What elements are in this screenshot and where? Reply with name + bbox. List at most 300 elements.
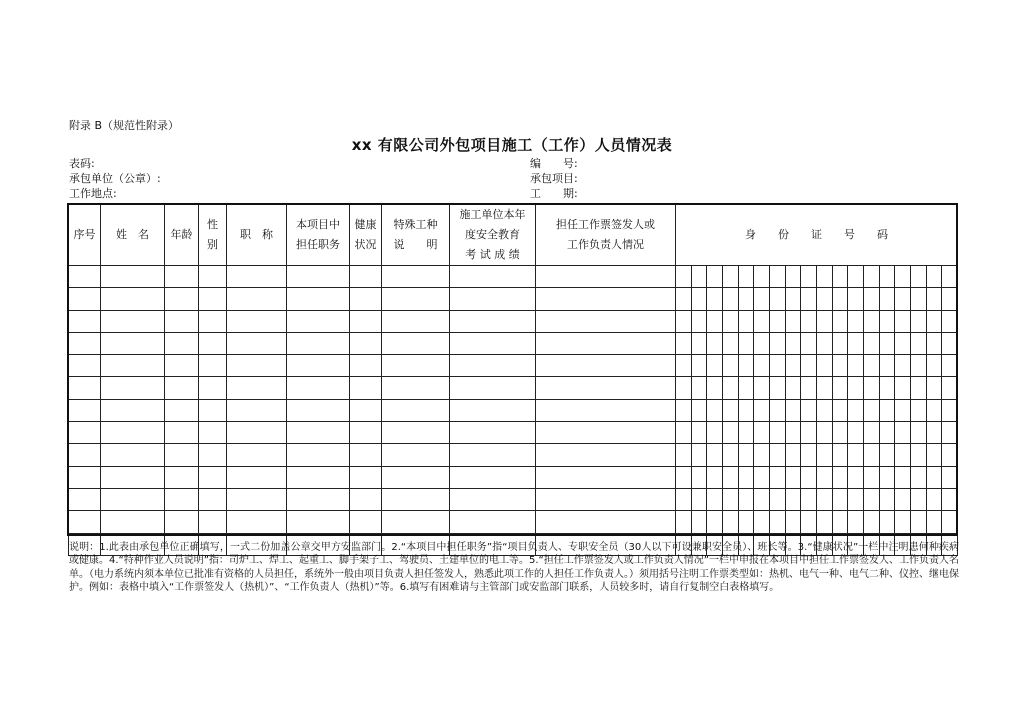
id-digit-cell[interactable]: [863, 332, 879, 354]
col-health-cell[interactable]: [350, 288, 382, 310]
col-health-cell[interactable]: [350, 466, 382, 488]
col-seq-cell[interactable]: [69, 399, 101, 421]
col-gender-cell[interactable]: [199, 422, 227, 444]
id-digit-cell[interactable]: [676, 511, 692, 533]
id-digit-cell[interactable]: [926, 377, 942, 399]
id-digit-cell[interactable]: [691, 422, 707, 444]
col-name-cell[interactable]: [101, 310, 165, 332]
id-digit-cell[interactable]: [863, 377, 879, 399]
col-seq-cell[interactable]: [69, 355, 101, 377]
col-age-cell[interactable]: [165, 310, 199, 332]
id-digit-cell[interactable]: [769, 511, 785, 533]
id-digit-cell[interactable]: [801, 355, 817, 377]
id-digit-cell[interactable]: [816, 377, 832, 399]
id-digit-cell[interactable]: [848, 377, 864, 399]
id-digit-cell[interactable]: [801, 266, 817, 288]
col-ticket-role-cell[interactable]: [536, 310, 676, 332]
id-digit-cell[interactable]: [848, 444, 864, 466]
id-digit-cell[interactable]: [942, 377, 958, 399]
id-digit-cell[interactable]: [848, 288, 864, 310]
col-seq-cell[interactable]: [69, 332, 101, 354]
id-digit-cell[interactable]: [691, 355, 707, 377]
col-safety-exam-cell[interactable]: [450, 310, 536, 332]
id-digit-cell[interactable]: [863, 399, 879, 421]
id-digit-cell[interactable]: [879, 266, 895, 288]
id-digit-cell[interactable]: [754, 288, 770, 310]
id-digit-cell[interactable]: [910, 332, 926, 354]
col-seq-cell[interactable]: [69, 444, 101, 466]
col-position-cell[interactable]: [287, 332, 350, 354]
col-title-cell[interactable]: [227, 422, 287, 444]
col-health-cell[interactable]: [350, 310, 382, 332]
col-title-cell[interactable]: [227, 310, 287, 332]
col-age-cell[interactable]: [165, 488, 199, 510]
col-title-cell[interactable]: [227, 355, 287, 377]
col-ticket-role-cell[interactable]: [536, 399, 676, 421]
id-digit-cell[interactable]: [738, 466, 754, 488]
col-health-cell[interactable]: [350, 377, 382, 399]
id-digit-cell[interactable]: [910, 377, 926, 399]
col-name-cell[interactable]: [101, 466, 165, 488]
col-name-cell[interactable]: [101, 355, 165, 377]
col-seq-cell[interactable]: [69, 288, 101, 310]
id-digit-cell[interactable]: [863, 511, 879, 533]
col-gender-cell[interactable]: [199, 488, 227, 510]
col-seq-cell[interactable]: [69, 466, 101, 488]
id-digit-cell[interactable]: [707, 288, 723, 310]
id-digit-cell[interactable]: [676, 355, 692, 377]
col-position-cell[interactable]: [287, 310, 350, 332]
id-digit-cell[interactable]: [769, 488, 785, 510]
id-digit-cell[interactable]: [676, 399, 692, 421]
col-name-cell[interactable]: [101, 444, 165, 466]
col-title-cell[interactable]: [227, 444, 287, 466]
id-digit-cell[interactable]: [722, 266, 738, 288]
id-digit-cell[interactable]: [895, 332, 911, 354]
col-gender-cell[interactable]: [199, 511, 227, 533]
id-digit-cell[interactable]: [691, 444, 707, 466]
id-digit-cell[interactable]: [676, 288, 692, 310]
id-digit-cell[interactable]: [942, 310, 958, 332]
id-digit-cell[interactable]: [832, 310, 848, 332]
id-digit-cell[interactable]: [691, 466, 707, 488]
col-name-cell[interactable]: [101, 332, 165, 354]
id-digit-cell[interactable]: [895, 444, 911, 466]
id-digit-cell[interactable]: [722, 355, 738, 377]
id-digit-cell[interactable]: [707, 444, 723, 466]
id-digit-cell[interactable]: [879, 466, 895, 488]
col-special-trade-cell[interactable]: [382, 266, 450, 288]
col-position-cell[interactable]: [287, 466, 350, 488]
id-digit-cell[interactable]: [926, 288, 942, 310]
col-gender-cell[interactable]: [199, 444, 227, 466]
id-digit-cell[interactable]: [863, 266, 879, 288]
id-digit-cell[interactable]: [879, 355, 895, 377]
id-digit-cell[interactable]: [738, 422, 754, 444]
col-special-trade-cell[interactable]: [382, 466, 450, 488]
id-digit-cell[interactable]: [910, 422, 926, 444]
id-digit-cell[interactable]: [895, 488, 911, 510]
id-digit-cell[interactable]: [754, 511, 770, 533]
col-health-cell[interactable]: [350, 422, 382, 444]
id-digit-cell[interactable]: [832, 444, 848, 466]
id-digit-cell[interactable]: [863, 422, 879, 444]
col-special-trade-cell[interactable]: [382, 310, 450, 332]
id-digit-cell[interactable]: [832, 332, 848, 354]
id-digit-cell[interactable]: [801, 288, 817, 310]
col-ticket-role-cell[interactable]: [536, 466, 676, 488]
id-digit-cell[interactable]: [942, 355, 958, 377]
id-digit-cell[interactable]: [879, 422, 895, 444]
id-digit-cell[interactable]: [942, 466, 958, 488]
col-safety-exam-cell[interactable]: [450, 466, 536, 488]
col-gender-cell[interactable]: [199, 466, 227, 488]
id-digit-cell[interactable]: [816, 444, 832, 466]
id-digit-cell[interactable]: [942, 266, 958, 288]
id-digit-cell[interactable]: [879, 332, 895, 354]
id-digit-cell[interactable]: [785, 355, 801, 377]
id-digit-cell[interactable]: [848, 310, 864, 332]
id-digit-cell[interactable]: [879, 310, 895, 332]
id-digit-cell[interactable]: [707, 422, 723, 444]
id-digit-cell[interactable]: [769, 444, 785, 466]
id-digit-cell[interactable]: [738, 377, 754, 399]
id-digit-cell[interactable]: [801, 444, 817, 466]
id-digit-cell[interactable]: [832, 466, 848, 488]
id-digit-cell[interactable]: [942, 444, 958, 466]
col-title-cell[interactable]: [227, 377, 287, 399]
col-ticket-role-cell[interactable]: [536, 488, 676, 510]
id-digit-cell[interactable]: [832, 288, 848, 310]
id-digit-cell[interactable]: [676, 377, 692, 399]
id-digit-cell[interactable]: [691, 266, 707, 288]
col-title-cell[interactable]: [227, 399, 287, 421]
id-digit-cell[interactable]: [863, 488, 879, 510]
col-name-cell[interactable]: [101, 488, 165, 510]
id-digit-cell[interactable]: [863, 288, 879, 310]
id-digit-cell[interactable]: [895, 399, 911, 421]
col-gender-cell[interactable]: [199, 355, 227, 377]
id-digit-cell[interactable]: [863, 355, 879, 377]
col-seq-cell[interactable]: [69, 422, 101, 444]
col-safety-exam-cell[interactable]: [450, 288, 536, 310]
col-health-cell[interactable]: [350, 511, 382, 533]
id-digit-cell[interactable]: [722, 488, 738, 510]
id-digit-cell[interactable]: [895, 355, 911, 377]
id-digit-cell[interactable]: [926, 511, 942, 533]
id-digit-cell[interactable]: [722, 288, 738, 310]
id-digit-cell[interactable]: [848, 355, 864, 377]
col-seq-cell[interactable]: [69, 377, 101, 399]
id-digit-cell[interactable]: [816, 511, 832, 533]
id-digit-cell[interactable]: [785, 266, 801, 288]
id-digit-cell[interactable]: [769, 422, 785, 444]
id-digit-cell[interactable]: [926, 332, 942, 354]
id-digit-cell[interactable]: [848, 266, 864, 288]
id-digit-cell[interactable]: [848, 511, 864, 533]
id-digit-cell[interactable]: [707, 466, 723, 488]
id-digit-cell[interactable]: [738, 399, 754, 421]
id-digit-cell[interactable]: [785, 332, 801, 354]
col-safety-exam-cell[interactable]: [450, 444, 536, 466]
id-digit-cell[interactable]: [769, 377, 785, 399]
id-digit-cell[interactable]: [785, 310, 801, 332]
id-digit-cell[interactable]: [910, 399, 926, 421]
col-gender-cell[interactable]: [199, 266, 227, 288]
id-digit-cell[interactable]: [754, 399, 770, 421]
id-digit-cell[interactable]: [707, 399, 723, 421]
col-safety-exam-cell[interactable]: [450, 377, 536, 399]
id-digit-cell[interactable]: [707, 377, 723, 399]
id-digit-cell[interactable]: [895, 266, 911, 288]
id-digit-cell[interactable]: [707, 488, 723, 510]
id-digit-cell[interactable]: [895, 288, 911, 310]
id-digit-cell[interactable]: [832, 511, 848, 533]
id-digit-cell[interactable]: [707, 511, 723, 533]
id-digit-cell[interactable]: [722, 466, 738, 488]
id-digit-cell[interactable]: [738, 511, 754, 533]
col-position-cell[interactable]: [287, 444, 350, 466]
col-position-cell[interactable]: [287, 266, 350, 288]
col-safety-exam-cell[interactable]: [450, 422, 536, 444]
id-digit-cell[interactable]: [707, 266, 723, 288]
id-digit-cell[interactable]: [785, 444, 801, 466]
id-digit-cell[interactable]: [676, 332, 692, 354]
id-digit-cell[interactable]: [738, 444, 754, 466]
id-digit-cell[interactable]: [926, 422, 942, 444]
id-digit-cell[interactable]: [691, 310, 707, 332]
id-digit-cell[interactable]: [769, 310, 785, 332]
id-digit-cell[interactable]: [863, 466, 879, 488]
id-digit-cell[interactable]: [863, 444, 879, 466]
id-digit-cell[interactable]: [832, 422, 848, 444]
id-digit-cell[interactable]: [832, 266, 848, 288]
id-digit-cell[interactable]: [879, 444, 895, 466]
id-digit-cell[interactable]: [722, 332, 738, 354]
id-digit-cell[interactable]: [926, 310, 942, 332]
id-digit-cell[interactable]: [754, 422, 770, 444]
id-digit-cell[interactable]: [738, 355, 754, 377]
id-digit-cell[interactable]: [895, 422, 911, 444]
id-digit-cell[interactable]: [676, 488, 692, 510]
id-digit-cell[interactable]: [801, 310, 817, 332]
col-health-cell[interactable]: [350, 399, 382, 421]
id-digit-cell[interactable]: [676, 310, 692, 332]
col-name-cell[interactable]: [101, 377, 165, 399]
id-digit-cell[interactable]: [832, 488, 848, 510]
col-health-cell[interactable]: [350, 332, 382, 354]
id-digit-cell[interactable]: [832, 377, 848, 399]
id-digit-cell[interactable]: [942, 288, 958, 310]
id-digit-cell[interactable]: [816, 466, 832, 488]
id-digit-cell[interactable]: [691, 288, 707, 310]
id-digit-cell[interactable]: [769, 399, 785, 421]
col-title-cell[interactable]: [227, 466, 287, 488]
col-safety-exam-cell[interactable]: [450, 332, 536, 354]
col-age-cell[interactable]: [165, 466, 199, 488]
id-digit-cell[interactable]: [738, 288, 754, 310]
id-digit-cell[interactable]: [691, 377, 707, 399]
id-digit-cell[interactable]: [738, 488, 754, 510]
id-digit-cell[interactable]: [801, 511, 817, 533]
col-position-cell[interactable]: [287, 355, 350, 377]
id-digit-cell[interactable]: [801, 488, 817, 510]
col-ticket-role-cell[interactable]: [536, 511, 676, 533]
id-digit-cell[interactable]: [754, 266, 770, 288]
col-ticket-role-cell[interactable]: [536, 377, 676, 399]
col-special-trade-cell[interactable]: [382, 444, 450, 466]
col-health-cell[interactable]: [350, 266, 382, 288]
col-special-trade-cell[interactable]: [382, 332, 450, 354]
id-digit-cell[interactable]: [926, 466, 942, 488]
id-digit-cell[interactable]: [785, 422, 801, 444]
id-digit-cell[interactable]: [832, 355, 848, 377]
id-digit-cell[interactable]: [895, 310, 911, 332]
id-digit-cell[interactable]: [926, 355, 942, 377]
id-digit-cell[interactable]: [848, 466, 864, 488]
col-special-trade-cell[interactable]: [382, 488, 450, 510]
col-ticket-role-cell[interactable]: [536, 332, 676, 354]
col-title-cell[interactable]: [227, 511, 287, 533]
col-special-trade-cell[interactable]: [382, 355, 450, 377]
id-digit-cell[interactable]: [816, 422, 832, 444]
col-gender-cell[interactable]: [199, 288, 227, 310]
col-safety-exam-cell[interactable]: [450, 355, 536, 377]
id-digit-cell[interactable]: [895, 466, 911, 488]
id-digit-cell[interactable]: [895, 511, 911, 533]
col-gender-cell[interactable]: [199, 310, 227, 332]
id-digit-cell[interactable]: [769, 332, 785, 354]
id-digit-cell[interactable]: [769, 266, 785, 288]
id-digit-cell[interactable]: [691, 511, 707, 533]
col-seq-cell[interactable]: [69, 310, 101, 332]
id-digit-cell[interactable]: [879, 488, 895, 510]
col-special-trade-cell[interactable]: [382, 511, 450, 533]
id-digit-cell[interactable]: [801, 422, 817, 444]
col-age-cell[interactable]: [165, 266, 199, 288]
id-digit-cell[interactable]: [816, 288, 832, 310]
id-digit-cell[interactable]: [722, 444, 738, 466]
id-digit-cell[interactable]: [863, 310, 879, 332]
id-digit-cell[interactable]: [707, 310, 723, 332]
col-ticket-role-cell[interactable]: [536, 422, 676, 444]
col-safety-exam-cell[interactable]: [450, 399, 536, 421]
col-ticket-role-cell[interactable]: [536, 266, 676, 288]
id-digit-cell[interactable]: [848, 332, 864, 354]
id-digit-cell[interactable]: [769, 355, 785, 377]
col-seq-cell[interactable]: [69, 488, 101, 510]
id-digit-cell[interactable]: [754, 444, 770, 466]
id-digit-cell[interactable]: [816, 310, 832, 332]
col-position-cell[interactable]: [287, 377, 350, 399]
col-title-cell[interactable]: [227, 266, 287, 288]
col-age-cell[interactable]: [165, 511, 199, 533]
col-title-cell[interactable]: [227, 332, 287, 354]
id-digit-cell[interactable]: [738, 310, 754, 332]
id-digit-cell[interactable]: [910, 310, 926, 332]
col-seq-cell[interactable]: [69, 511, 101, 533]
id-digit-cell[interactable]: [691, 399, 707, 421]
id-digit-cell[interactable]: [722, 422, 738, 444]
id-digit-cell[interactable]: [926, 266, 942, 288]
id-digit-cell[interactable]: [754, 488, 770, 510]
id-digit-cell[interactable]: [769, 288, 785, 310]
col-health-cell[interactable]: [350, 444, 382, 466]
id-digit-cell[interactable]: [816, 332, 832, 354]
id-digit-cell[interactable]: [879, 511, 895, 533]
id-digit-cell[interactable]: [848, 422, 864, 444]
id-digit-cell[interactable]: [676, 266, 692, 288]
col-special-trade-cell[interactable]: [382, 399, 450, 421]
id-digit-cell[interactable]: [785, 488, 801, 510]
col-age-cell[interactable]: [165, 377, 199, 399]
id-digit-cell[interactable]: [769, 466, 785, 488]
id-digit-cell[interactable]: [942, 399, 958, 421]
col-age-cell[interactable]: [165, 288, 199, 310]
id-digit-cell[interactable]: [910, 488, 926, 510]
col-seq-cell[interactable]: [69, 266, 101, 288]
id-digit-cell[interactable]: [738, 332, 754, 354]
id-digit-cell[interactable]: [910, 355, 926, 377]
id-digit-cell[interactable]: [707, 332, 723, 354]
id-digit-cell[interactable]: [926, 399, 942, 421]
id-digit-cell[interactable]: [801, 332, 817, 354]
col-position-cell[interactable]: [287, 288, 350, 310]
id-digit-cell[interactable]: [785, 399, 801, 421]
id-digit-cell[interactable]: [676, 444, 692, 466]
id-digit-cell[interactable]: [910, 288, 926, 310]
col-age-cell[interactable]: [165, 355, 199, 377]
id-digit-cell[interactable]: [676, 422, 692, 444]
id-digit-cell[interactable]: [816, 488, 832, 510]
id-digit-cell[interactable]: [942, 511, 958, 533]
col-position-cell[interactable]: [287, 422, 350, 444]
id-digit-cell[interactable]: [910, 444, 926, 466]
id-digit-cell[interactable]: [832, 399, 848, 421]
id-digit-cell[interactable]: [801, 399, 817, 421]
col-name-cell[interactable]: [101, 288, 165, 310]
id-digit-cell[interactable]: [785, 288, 801, 310]
id-digit-cell[interactable]: [754, 355, 770, 377]
id-digit-cell[interactable]: [754, 310, 770, 332]
col-health-cell[interactable]: [350, 355, 382, 377]
id-digit-cell[interactable]: [879, 399, 895, 421]
col-age-cell[interactable]: [165, 422, 199, 444]
id-digit-cell[interactable]: [785, 377, 801, 399]
col-age-cell[interactable]: [165, 399, 199, 421]
col-position-cell[interactable]: [287, 488, 350, 510]
col-safety-exam-cell[interactable]: [450, 488, 536, 510]
col-age-cell[interactable]: [165, 332, 199, 354]
id-digit-cell[interactable]: [879, 377, 895, 399]
col-health-cell[interactable]: [350, 488, 382, 510]
col-gender-cell[interactable]: [199, 332, 227, 354]
id-digit-cell[interactable]: [942, 422, 958, 444]
id-digit-cell[interactable]: [926, 488, 942, 510]
col-gender-cell[interactable]: [199, 377, 227, 399]
id-digit-cell[interactable]: [848, 488, 864, 510]
col-ticket-role-cell[interactable]: [536, 444, 676, 466]
id-digit-cell[interactable]: [801, 377, 817, 399]
col-title-cell[interactable]: [227, 288, 287, 310]
col-name-cell[interactable]: [101, 511, 165, 533]
id-digit-cell[interactable]: [910, 466, 926, 488]
id-digit-cell[interactable]: [785, 466, 801, 488]
col-special-trade-cell[interactable]: [382, 377, 450, 399]
id-digit-cell[interactable]: [816, 266, 832, 288]
col-name-cell[interactable]: [101, 399, 165, 421]
id-digit-cell[interactable]: [722, 310, 738, 332]
